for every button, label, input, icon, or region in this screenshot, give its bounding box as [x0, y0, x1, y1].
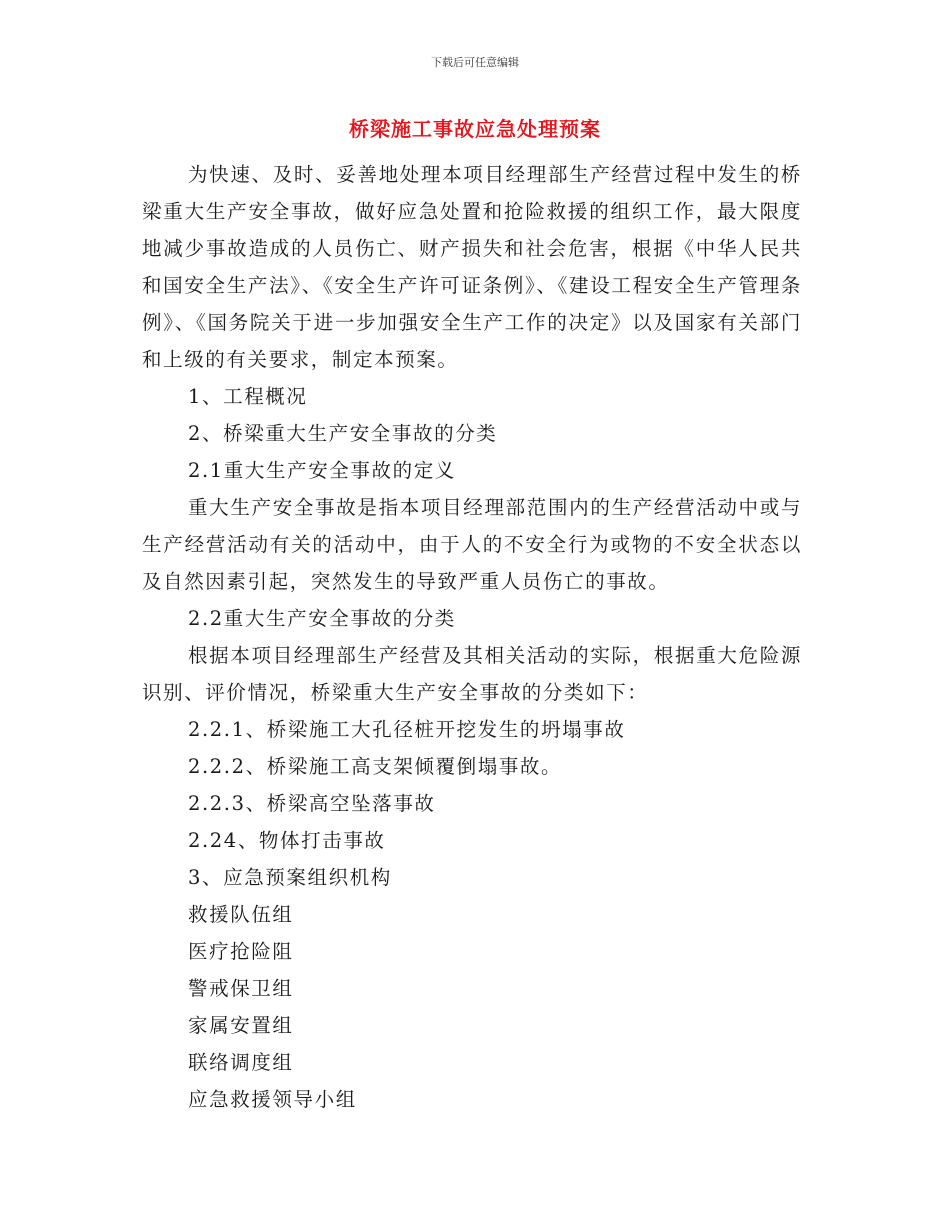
document-title: 桥梁施工事故应急处理预案	[349, 117, 601, 141]
section-heading-2-1: 2.1重大生产安全事故的定义	[188, 459, 456, 482]
group-item: 救援队伍组	[188, 903, 294, 926]
section-heading-3: 3、应急预案组织机构	[188, 866, 392, 889]
classification-paragraph: 根据本项目经理部生产经营及其相关活动的实际，根据重大危险源识别、评价情况，桥梁重大生产安全事故的分类如下：	[142, 644, 802, 704]
group-item: 警戒保卫组	[188, 977, 294, 1000]
section-heading-2: 2、桥梁重大生产安全事故的分类	[188, 422, 498, 445]
group-item: 医疗抢险阻	[188, 940, 294, 963]
section-heading-1: 1、工程概况	[188, 385, 308, 408]
header-note: 下载后可任意编辑	[431, 56, 519, 69]
list-item-2-2-1: 2.2.1、桥梁施工大孔径桩开挖发生的坍塌事故	[188, 718, 626, 741]
definition-paragraph: 重大生产安全事故是指本项目经理部范围内的生产经营活动中或与生产经营活动有关的活动中，由于人的不安全行为或物的不安全状态以及自然因素引起，突然发生的导致严重人员伤亡的事故。	[142, 496, 802, 593]
list-item-2-2-3: 2.2.3、桥梁高空坠落事故	[188, 792, 436, 815]
document-body	[142, 156, 802, 1118]
group-item: 联络调度组	[188, 1051, 294, 1074]
group-item: 家属安置组	[188, 1014, 294, 1037]
section-heading-2-2: 2.2重大生产安全事故的分类	[188, 607, 456, 630]
list-item-2-2-4: 2.24、物体打击事故	[188, 829, 386, 852]
group-item: 应急救援领导小组	[188, 1088, 357, 1111]
list-item-2-2-2: 2.2.2、桥梁施工高支架倾覆倒塌事故。	[188, 755, 563, 778]
intro-paragraph: 为快速、及时、妥善地处理本项目经理部生产经营过程中发生的桥梁重大生产安全事故，做好应急处置和抢险救援的组织工作，最大限度地减少事故造成的人员伤亡、财产损失和社会危害，根据《中华人民共和国安全生产法》、《安全生产许可证条例》、《建设工程安全生产管理条例》、《国务院关于进一步加强安全生产工作的决定》以及国家有关部门和上级的有关要求，制定本预案。	[142, 163, 802, 371]
